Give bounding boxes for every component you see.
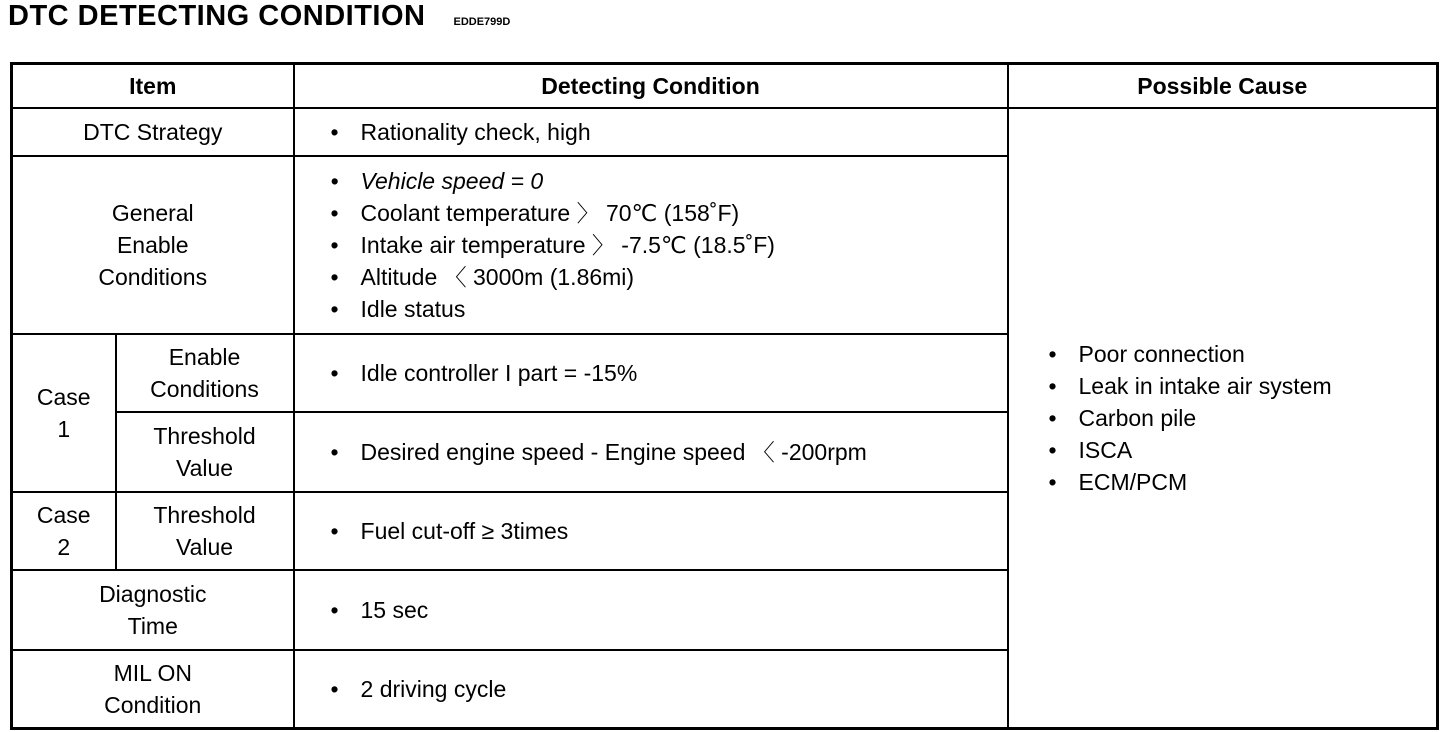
item-line: MIL ON — [113, 659, 192, 686]
item-line: Case — [36, 384, 91, 410]
cause-item: • Leak in intake air system — [1049, 370, 1437, 402]
condition-general-enable — [294, 156, 1008, 334]
possible-cause-cell — [1008, 108, 1438, 728]
item-line: Threshold — [153, 423, 256, 449]
condition-case2-threshold — [294, 492, 1008, 570]
condition-item: • 2 driving cycle — [331, 673, 1007, 705]
page-title: DTC DETECTING CONDITION — [8, 0, 426, 32]
condition-dtc-strategy — [294, 108, 1008, 156]
item-line: Threshold — [153, 502, 256, 528]
dtc-detecting-condition-table — [10, 62, 1439, 730]
document-code: EDDE799D — [453, 16, 511, 28]
item-line: Value — [175, 455, 234, 481]
condition-mil-on — [294, 650, 1008, 728]
item-diagnostic-time — [12, 570, 294, 650]
item-line: Conditions — [150, 376, 259, 402]
page-title-block — [8, 0, 510, 34]
cause-item: • Poor connection — [1049, 338, 1437, 370]
item-line: Condition — [104, 691, 202, 718]
item-case-2 — [12, 492, 116, 570]
column-header-detecting-condition: Detecting Condition — [294, 64, 1008, 109]
item-dtc-strategy: DTC Strategy — [12, 108, 294, 156]
item-mil-on-condition — [12, 650, 294, 728]
condition-case1-enable — [294, 334, 1008, 412]
column-header-possible-cause: Possible Cause — [1008, 64, 1438, 109]
possible-cause-list — [1049, 338, 1437, 498]
cause-item: • ECM/PCM — [1049, 466, 1437, 498]
condition-item: • Idle controller I part = -15% — [331, 357, 1007, 389]
condition-item: • Altitude 〈 3000m (1.86mi) — [331, 261, 1007, 293]
condition-item: • 15 sec — [331, 594, 1007, 626]
condition-item: • Idle status — [331, 293, 1007, 325]
condition-diagnostic-time — [294, 570, 1008, 650]
item-line: Diagnostic — [99, 581, 207, 607]
condition-item: • Vehicle speed = 0 — [331, 165, 1007, 197]
item-line: Enable — [116, 232, 189, 258]
item-line: Conditions — [98, 264, 208, 290]
condition-item: • Rationality check, high — [331, 116, 1007, 148]
item-line: Time — [127, 613, 178, 639]
cause-item: • ISCA — [1049, 434, 1437, 466]
item-line: Value — [175, 534, 234, 560]
condition-case1-threshold — [294, 412, 1008, 492]
item-general-enable-conditions — [12, 156, 294, 334]
column-header-item: Item — [12, 64, 294, 109]
table-row-dtc-strategy — [12, 108, 1438, 156]
item-line: Enable — [168, 344, 241, 370]
item-line: 1 — [57, 416, 71, 442]
table-header-row — [12, 64, 1438, 109]
item-case2-threshold-value — [116, 492, 294, 570]
item-line: 2 — [57, 534, 71, 560]
item-case1-enable-conditions — [116, 334, 294, 412]
item-line: General — [111, 200, 194, 226]
item-line: Case — [36, 502, 91, 528]
cause-item: • Carbon pile — [1049, 402, 1437, 434]
item-case-1 — [12, 334, 116, 492]
condition-item: • Coolant temperature 〉 70℃ (158˚F) — [331, 197, 1007, 229]
condition-item: • Intake air temperature 〉 -7.5℃ (18.5˚F) — [331, 229, 1007, 261]
item-case1-threshold-value — [116, 412, 294, 492]
condition-item: • Fuel cut-off ≥ 3times — [331, 515, 1007, 547]
condition-item: • Desired engine speed - Engine speed 〈 -200rpm — [331, 436, 1007, 468]
